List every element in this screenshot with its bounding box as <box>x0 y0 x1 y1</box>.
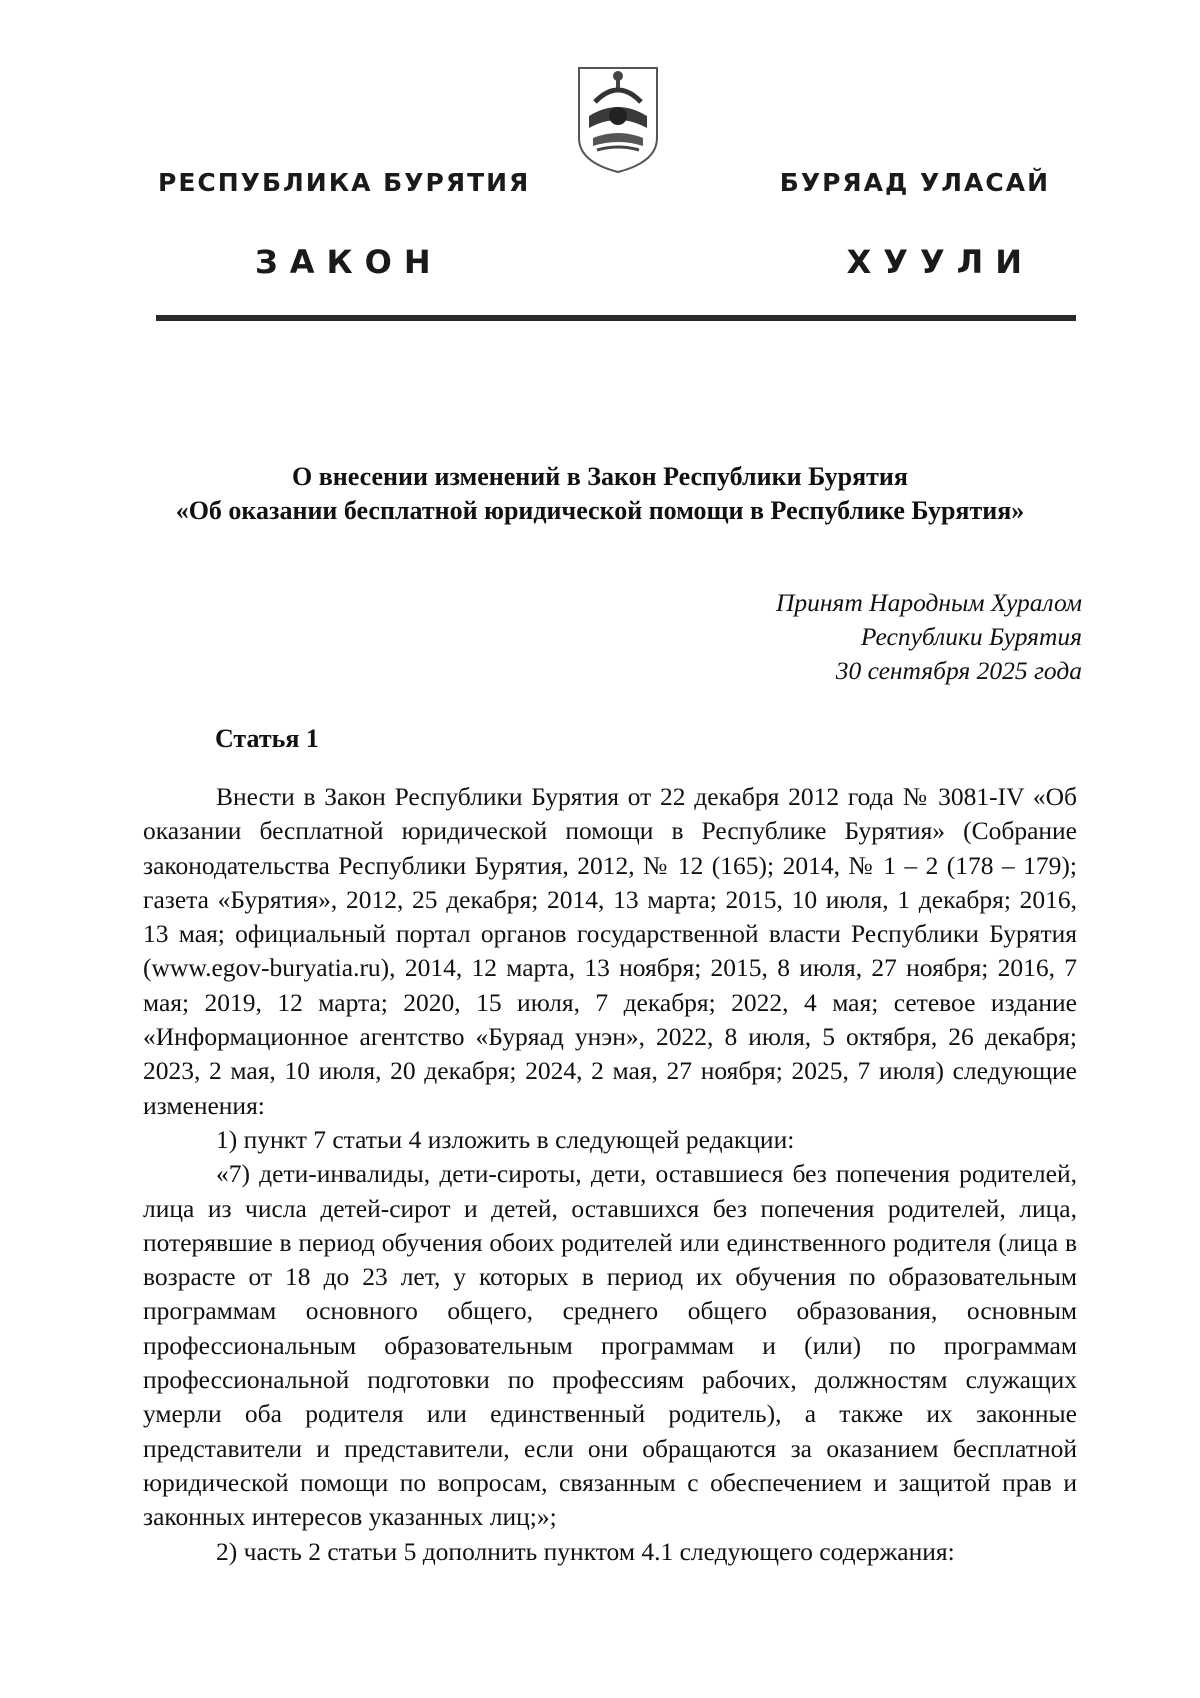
adoption-note <box>776 586 1082 688</box>
header-right-republic: БУРЯАД УЛАСАЙ <box>779 168 1050 197</box>
adoption-date: 30 сентября 2025 года <box>835 656 1082 685</box>
title-line-1: О внесении изменений в Закон Республики Бурятия <box>292 462 908 491</box>
document-title <box>100 460 1100 528</box>
adoption-line-2: Республики Бурятия <box>860 622 1082 651</box>
header-right-doc-type: ХУУЛИ <box>846 243 1034 281</box>
header-left-doc-type: ЗАКОН <box>255 243 443 281</box>
article-paragraph: 1) пункт 7 статьи 4 изложить в следующей редакции: <box>216 1124 795 1154</box>
article-heading: Статья 1 <box>215 724 319 753</box>
adoption-line-1: Принят Народным Хуралом <box>775 588 1082 617</box>
article-body <box>143 780 1077 1569</box>
header-divider <box>156 315 1076 321</box>
article-paragraph: «7) дети-инвалиды, дети-сироты, дети, оставшиеся без попечения родителей, лица из числа детей-сирот и детей, оставшихся без попечения родителей, лица, потерявшие в период обучения обоих родителей или единственного родителя (лица в возрасте от 18 до 23 лет, у которых в период их обучения по образовательным программам основного общего, среднего общего образования, основным профессиональным образовательным программам и (или) по программам профессиональной подготовки по профессиям рабочих, должностям служащих умерли оба родителя или единственный родитель), а также их законные представители и представители, если они обращаются за оказанием бесплатной юридической помощи по вопросам, связанным с обеспечением и защитой прав и законных интересов указанных лиц;»; <box>143 1159 1077 1532</box>
header-left-republic: РЕСПУБЛИКА БУРЯТИЯ <box>158 168 531 197</box>
article-paragraph: Внести в Закон Республики Бурятия от 22 декабря 2012 года № 3081-IV «Об оказании бесплатной юридической помощи в Республике Бурятия» (Собрание законодательства Республики Бурятия, 2012, № 12 (165); 2014, № 1 – 2 (178 – 179); газета «Бурятия», 2012, 25 декабря; 2014, 13 марта; 2015, 10 июля, 1 декабря; 2016, 13 мая; официальный портал органов государственной власти Республики Бурятия (www.egov-buryatia.ru), 2014, 12 марта, 13 ноября; 2015, 8 июля, 27 ноября; 2016, 7 мая; 2019, 12 марта; 2020, 15 июля, 7 декабря; 2022, 4 мая; сетевое издание «Информационное агентство «Буряад унэн», 2022, 8 июля, 5 октября, 26 декабря; 2023, 2 мая, 10 июля, 20 декабря; 2024, 2 мая, 27 ноября; 2025, 7 июля) следующие изменения: <box>143 782 1077 1120</box>
article-paragraph: 2) часть 2 статьи 5 дополнить пунктом 4.1 следующего содержания: <box>216 1536 955 1566</box>
coat-of-arms-icon <box>575 58 661 176</box>
title-line-2: «Об оказании бесплатной юридической помощи в Республике Бурятия» <box>175 496 1025 525</box>
